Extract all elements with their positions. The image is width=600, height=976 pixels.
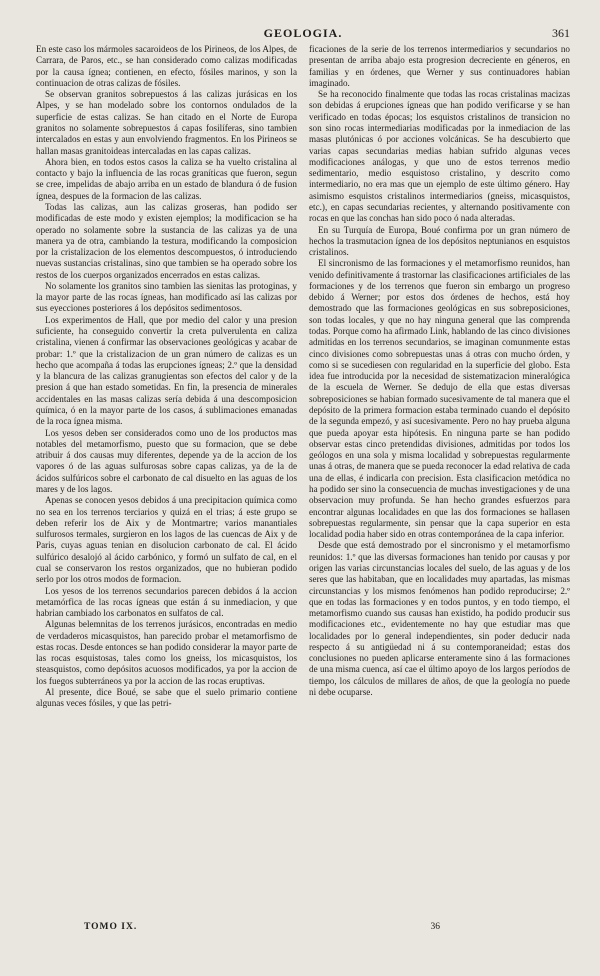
paragraph: Se ha reconocido finalmente que todas las rocas cristalinas macizas son debidas á erupciones ígneas que han podido verificarse y se han verificado en todas épocas; los esquistos cristalinos de transicion no son sino rocas intermediarias modificadas por la inmediacion de las masas plutónicas ó por acciones volcánicas. Se ha descubierto que varias capas secundarias medias habian sufrido algunas veces modificaciones análogas, y que uno de estos terrenos medio sedimentario, medio esquistoso cristalino, y descrito como intermediario, no era mas que un ejemplo de este último género. Hay asimismo esquistos cristalinos intermediarios (gneiss, micasquistos, etc.), en capas secundarias recientes, y alternando positivamente con rocas en que las conchas han sido poco ó nada alteradas. (309, 89, 570, 224)
left-column (36, 44, 297, 710)
paragraph: ficaciones de la serie de los terrenos intermediarios y secundarios no presentan de arriba abajo esta progresion decreciente en géneros, en familias y en órdenes, que Werner y sus continuadores habian imaginado. (309, 44, 570, 88)
paragraph: Algunas belemnitas de los terrenos jurásicos, encontradas en medio de verdaderos micasquistos, han parecido probar el metamorfismo de estas rocas. Desde entonces se han podido considerar la mayor parte de las rocas esquistosas, tales como los gneiss, los micasquistos, los steasquistos, como depósitos acuosos modificados, ya por la accion de los fuegos subterráneos ya por la accion de las rocas eruptivas. (36, 619, 297, 686)
page-footer (36, 922, 570, 936)
paragraph: En su Turquía de Europa, Boué confirma por un gran número de hechos la trasmutacion ígnea de los depósitos neptunianos en esquistos cristalinos. (309, 224, 570, 258)
signature-mark: 36 (430, 922, 440, 932)
page-number: 361 (552, 26, 570, 40)
paragraph: En este caso los mármoles sacaroideos de los Pirineos, de los Alpes, de Carrara, de Paros, etc., se han considerado como calizas modificadas por la causa ígnea; contienen, en efecto, fósiles marinos, y son la continuacion de otras calizas de fósiles. (36, 44, 297, 88)
paragraph: Los yesos deben ser considerados como uno de los productos mas notables del metamorfismo, puesto que su formacion, que se debe atribuir á dos causas muy diferentes, depende ya de la accion de los vapores ó de las aguas sulfurosas sobre capas calizas, ya de la de ácidos sulfúricos sobre el carbonato de cal disuelto en las aguas de los mares y de los lagos. (36, 427, 297, 494)
text-columns (36, 44, 570, 710)
paragraph: Apenas se conocen yesos debidos á una precipitacion química como no sea en los terrenos terciarios y quizá en el trias; á este grupo se deben referir los de Aix y de Montmartre; varios manantiales sulfurosos termales, surgieron en los lagos de las cuencas de Aix y de Paris, cuyas aguas tenian en disolucion carbonato de cal. El ácido sulfúrico desalojó al ácido carbónico, y formó un sulfato de cal, en el cual se conservaron los restos organizados, que no hubieran podido serlo por los otros modos de formacion. (36, 495, 297, 585)
page-header (36, 26, 570, 42)
running-title: GEOLOGIA. (263, 26, 343, 40)
paragraph: Desde que está demostrado por el sincronismo y el metamorfismo reunidos: 1.º que las diversas formaciones han tenido por causas y por origen las varias circunstancias locales del suelo, de las aguas y de los seres que las habitaban, que en localidades muy apartadas, las mismas circunstancias y los mismos fenómenos han podido reproducirse; 2.º que en todas las formaciones y en todos puntos, y en todo tiempo, el metamorfismo cuando sus causas han existido, ha podido producir sus modificaciones etc., evidentemente no hay que estudiar mas que localidades por lo general independientes, sin poder deducir nada respecto á su antigüedad ni á su contemporaneidad; estas dos conclusiones no pueden aplicarse enteramente sino á las formaciones de una misma cuenca, así cae el último apoyo de los largos períodos de tiempo, los cálculos de millares de años, de que la geología no puede ni debe ocuparse. (309, 540, 570, 698)
volume-label: TOMO IX. (84, 922, 138, 932)
paragraph: No solamente los granitos sino tambien las sienitas las protoginas, y la mayor parte de las rocas ígneas, han modificado así las calizas por sus eyecciones posteriores á los depósitos sedimentosos. (36, 280, 297, 314)
right-column (309, 44, 570, 710)
paragraph: Al presente, dice Boué, se sabe que el suelo primario contiene algunas veces fósiles, y que las petri- (36, 687, 297, 709)
paragraph: Todas las calizas, aun las calizas groseras, han podido ser modificadas de este modo y existen ejemplos; la modificacion se ha operado no solamente sobre la sustancia de las calizas ya de una manera ya de otra, cambiando la testura, modificando la composicion por la cristalizacion de los elementos descompuestos, ó introduciendo nuevas sustancias cristalinas, sino que tambien se ha operado sobre los restos de los cuerpos organizados encerrados en estas calizas. (36, 201, 297, 280)
paragraph: Ahora bien, en todos estos casos la caliza se ha vuelto cristalina al contacto y bajo la influencia de las rocas graníticas que fueron, segun se cree, impelidas de abajo arriba en un estado de blandura ó de fusion ígnea, despues de la formacion de las calizas. (36, 156, 297, 201)
paragraph: Los yesos de los terrenos secundarios parecen debidos á la accion metamórfica de las rocas ígneas que están á su inmediacion, y que habrian cambiado los carbonatos en sulfatos de cal. (36, 585, 297, 619)
paragraph: Se observan granitos sobrepuestos á las calizas jurásicas en los Alpes, y se han modelado sobre los contornos ondulados de la superficie de estas calizas. Se han citado en el Norte de Europa granitos no solamente sobrepuestos á capas fosilíferas, sino tambien intercalados en estas y aun envolviendo fragmentos. En los Pirineos se hallan masas granitoideas intercaladas en las capas calizas. (36, 89, 297, 156)
paragraph: Los experimentos de Hall, que por medio del calor y una presion suficiente, ha conseguido convertir la creta pulverulenta en caliza cristalina, vienen á confirmar las observaciones geológicas y acabar de probar: 1.º que la cristalizacion de un gran número de calizas es un hecho que acompaña á todas las erupciones ígneas; 2.º que la densidad y la blancura de las calizas granugientas son efectos del calor y de la presion á que han estado sometidas. En fin, la presencia de minerales accidentales en las masas calizas sería debida á una descomposicion química, ó en la mayor parte de los casos, á sublimaciones emanadas de la roca ígnea misma. (36, 314, 297, 427)
paragraph: El sincronismo de las formaciones y el metamorfismo reunidos, han venido definitivamente á trastornar las clasificaciones artificiales de las formaciones y de los terrenos que fueron sin embargo un progreso debido á Werner; por estos dos órdenes de hechos, está hoy demostrado que las formaciones geológicas en sus sobreposiciones, son todas locales, y que no hay ninguna general que las comprenda todas. Porque como ha afirmado Link, hablando de las cinco divisiones admitidas en los terrenos secundarios, se imaginan comunmente estas cinco divisiones como sobrepuestas unas á otras con mucho órden, y como si se sucediesen con regularidad en la superficie del globo. Esta idea fue introducida por la necesidad de sistematizacion mineralógica de la escuela de Werner. Se dedujo de ella que estas diversas sobreposiciones se habian formado sucesivamente de tal manera que el depósito de la primera formacion estaba terminado cuando el depósito de la segunda empezó, y así sucesivamente. Pero no hay prueba alguna que pueda apoyar esta hipótesis. En ninguna parte se han podido observar estas cinco pretendidas divisiones, admitidas por todos los geólogos en una sola y misma localidad y sobrepuestas regularmente unas á otras, de manera que se pueda reconocer la edad relativa de cada una de ellas, é indicarla con precision. Esta clasificacion metódica no ha podido ser sino la consecuencia de muchas investigaciones y de una observacion muy profunda. Se han hecho grandes esfuerzos para encontrar algunas localidades en que las dos formaciones se hallasen sobrepuestas regularmente, sin pensar que la capa superior en esta localidad podia haber sido en otras contemporánea de la capa inferior. (309, 258, 570, 540)
